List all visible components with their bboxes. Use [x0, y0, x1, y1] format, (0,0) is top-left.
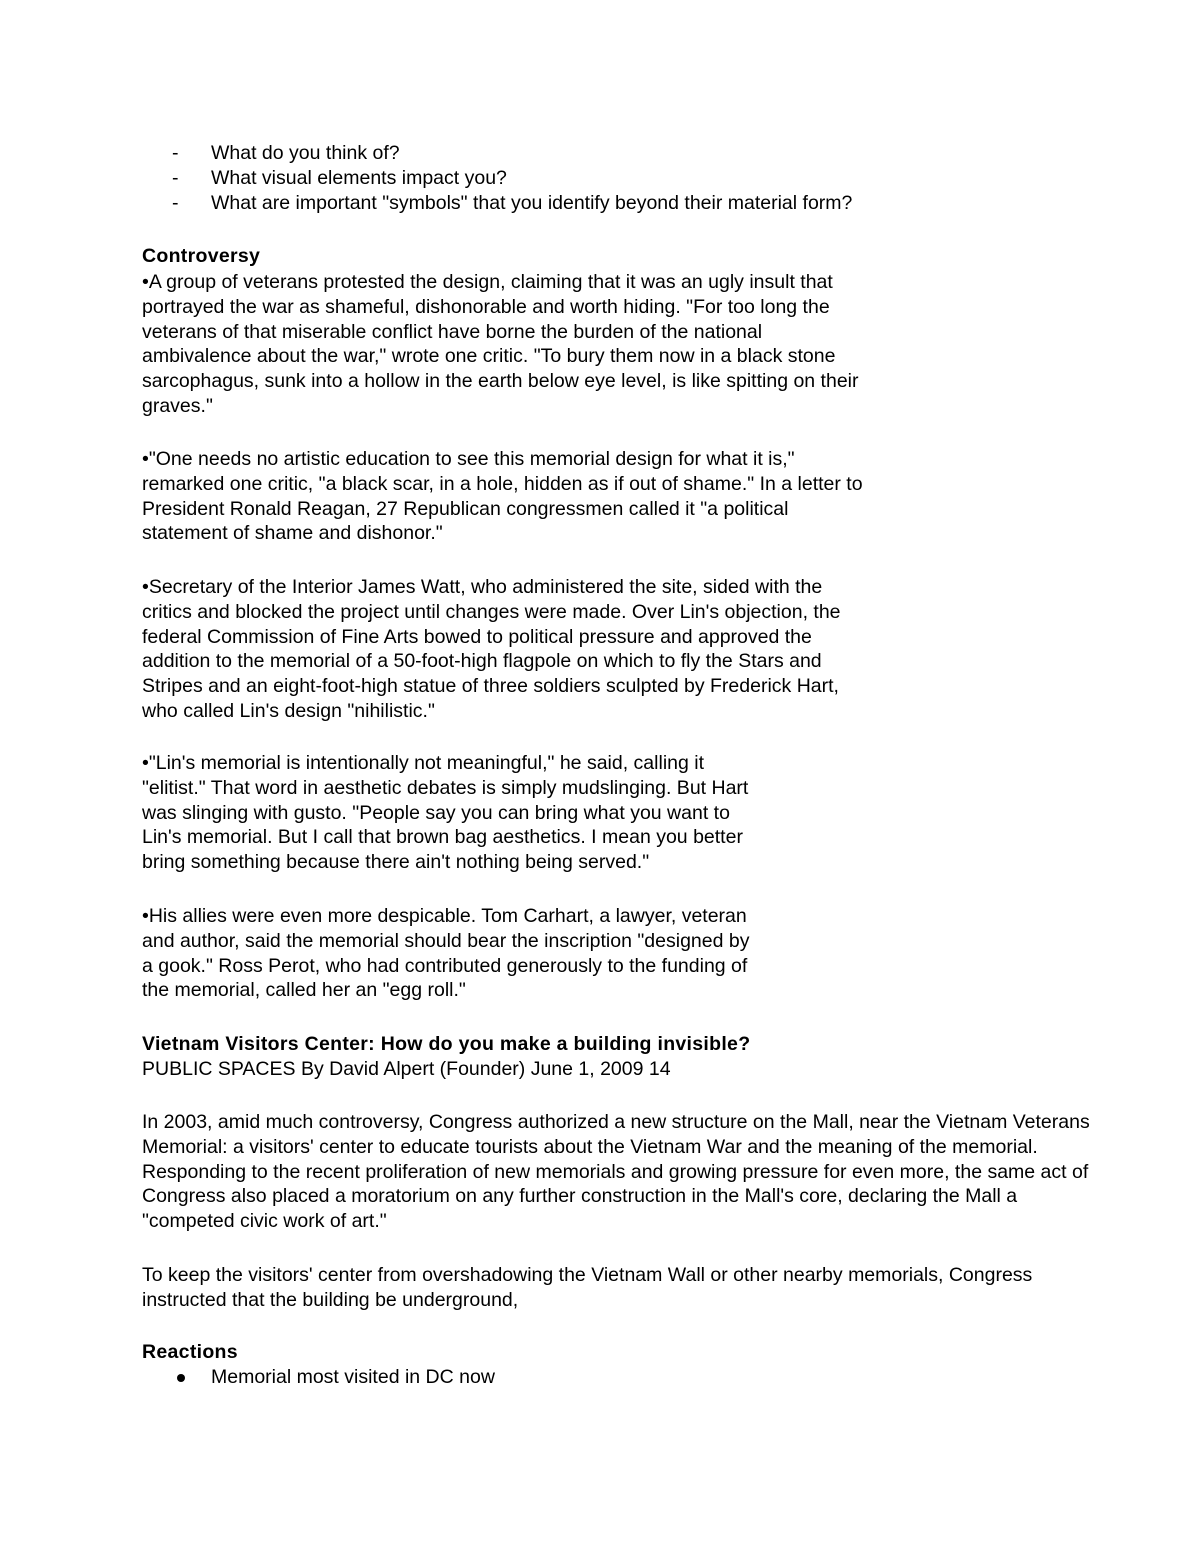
- reaction-text: Memorial most visited in DC now: [211, 1366, 495, 1388]
- dash-marker: -: [172, 142, 179, 164]
- text-line: veterans of that miserable conflict have borne the burden of the national: [142, 320, 763, 343]
- text-line: statement of shame and dishonor.": [142, 522, 443, 545]
- text-line: was slinging with gusto. "People say you can bring what you want to: [142, 801, 730, 824]
- text-line: bring something because there ain't nothing being served.": [142, 851, 650, 874]
- text-line: •"One needs no artistic education to see this memorial design for what it is,": [142, 448, 795, 470]
- text-line: remarked one critic, "a black scar, in a hole, hidden as if out of shame." In a letter to: [142, 472, 863, 495]
- question-text: What visual elements impact you?: [211, 167, 507, 189]
- text-line: "competed civic work of art.": [142, 1210, 387, 1233]
- byline-text: PUBLIC SPACES By David Alpert (Founder) June 1, 2009 14: [142, 1058, 671, 1080]
- question-text: What are important "symbols" that you identify beyond their material form?: [211, 192, 853, 214]
- article-title: Vietnam Visitors Center: How do you make a building invisible?: [142, 1033, 751, 1055]
- bullet-dot-icon: [177, 1374, 185, 1382]
- dash-marker: -: [172, 167, 179, 189]
- article-paragraph: [142, 1110, 1192, 1234]
- text-line: Responding to the recent proliferation of new memorials and growing pressure for even more, the same act of: [142, 1160, 1089, 1183]
- controversy-paragraph: [142, 270, 1192, 419]
- controversy-paragraph: [142, 447, 1192, 546]
- text-line: •Secretary of the Interior James Watt, who administered the site, sided with the: [142, 576, 823, 598]
- text-line: •"Lin's memorial is intentionally not meaningful," he said, calling it: [142, 752, 705, 774]
- text-line: a gook." Ross Perot, who had contributed generously to the funding of: [142, 954, 748, 977]
- text-line: critics and blocked the project until changes were made. Over Lin's objection, the: [142, 600, 841, 623]
- text-line: federal Commission of Fine Arts bowed to political pressure and approved the: [142, 625, 812, 648]
- text-line: Memorial: a visitors' center to educate tourists about the Vietnam War and the meaning of the memorial.: [142, 1135, 1038, 1158]
- list-item: [0, 191, 1200, 216]
- text-line: and author, said the memorial should bear the inscription "designed by: [142, 929, 750, 952]
- text-line: instructed that the building be underground,: [142, 1288, 519, 1311]
- text-line: ambivalence about the war," wrote one critic. "To bury them now in a black stone: [142, 345, 836, 368]
- list-item: [0, 166, 1200, 191]
- reactions-list: [0, 1365, 1200, 1390]
- article-byline: [142, 1057, 1192, 1082]
- question-text: What do you think of?: [211, 142, 400, 164]
- controversy-paragraph: [142, 904, 1192, 1003]
- list-item: [0, 141, 1200, 166]
- controversy-paragraph: [142, 575, 1192, 724]
- controversy-heading: Controversy: [142, 245, 261, 267]
- dash-marker: -: [172, 192, 179, 214]
- text-line: addition to the memorial of a 50-foot-high flagpole on which to fly the Stars and: [142, 650, 822, 673]
- text-line: Congress also placed a moratorium on any further construction in the Mall's core, declaring the Mall a: [142, 1185, 1018, 1208]
- text-line: who called Lin's design "nihilistic.": [142, 699, 435, 722]
- text-line: Lin's memorial. But I call that brown bag aesthetics. I mean you better: [142, 826, 743, 849]
- questions-list: [0, 141, 1200, 216]
- reactions-heading: Reactions: [142, 1341, 238, 1363]
- controversy-paragraph: [142, 751, 1192, 875]
- text-line: To keep the visitors' center from overshadowing the Vietnam Wall or other nearby memorials, Congress: [142, 1264, 1033, 1286]
- text-line: President Ronald Reagan, 27 Republican congressmen called it "a political: [142, 497, 789, 520]
- text-line: Stripes and an eight-foot-high statue of three soldiers sculpted by Frederick Hart,: [142, 675, 839, 698]
- text-line: In 2003, amid much controversy, Congress authorized a new structure on the Mall, near the Vietnam Veterans: [142, 1111, 1090, 1133]
- text-line: graves.": [142, 394, 213, 417]
- text-line: "elitist." That word in aesthetic debates is simply mudslinging. But Hart: [142, 776, 749, 799]
- text-line: •A group of veterans protested the design, claiming that it was an ugly insult that: [142, 271, 833, 293]
- article-paragraph: [142, 1263, 1192, 1313]
- list-item: [0, 1365, 1200, 1390]
- text-line: •His allies were even more despicable. Tom Carhart, a lawyer, veteran: [142, 905, 747, 927]
- text-line: sarcophagus, sunk into a hollow in the earth below eye level, is like spitting on their: [142, 370, 859, 393]
- text-line: portrayed the war as shameful, dishonorable and worth hiding. "For too long the: [142, 295, 830, 318]
- text-line: the memorial, called her an "egg roll.": [142, 979, 466, 1002]
